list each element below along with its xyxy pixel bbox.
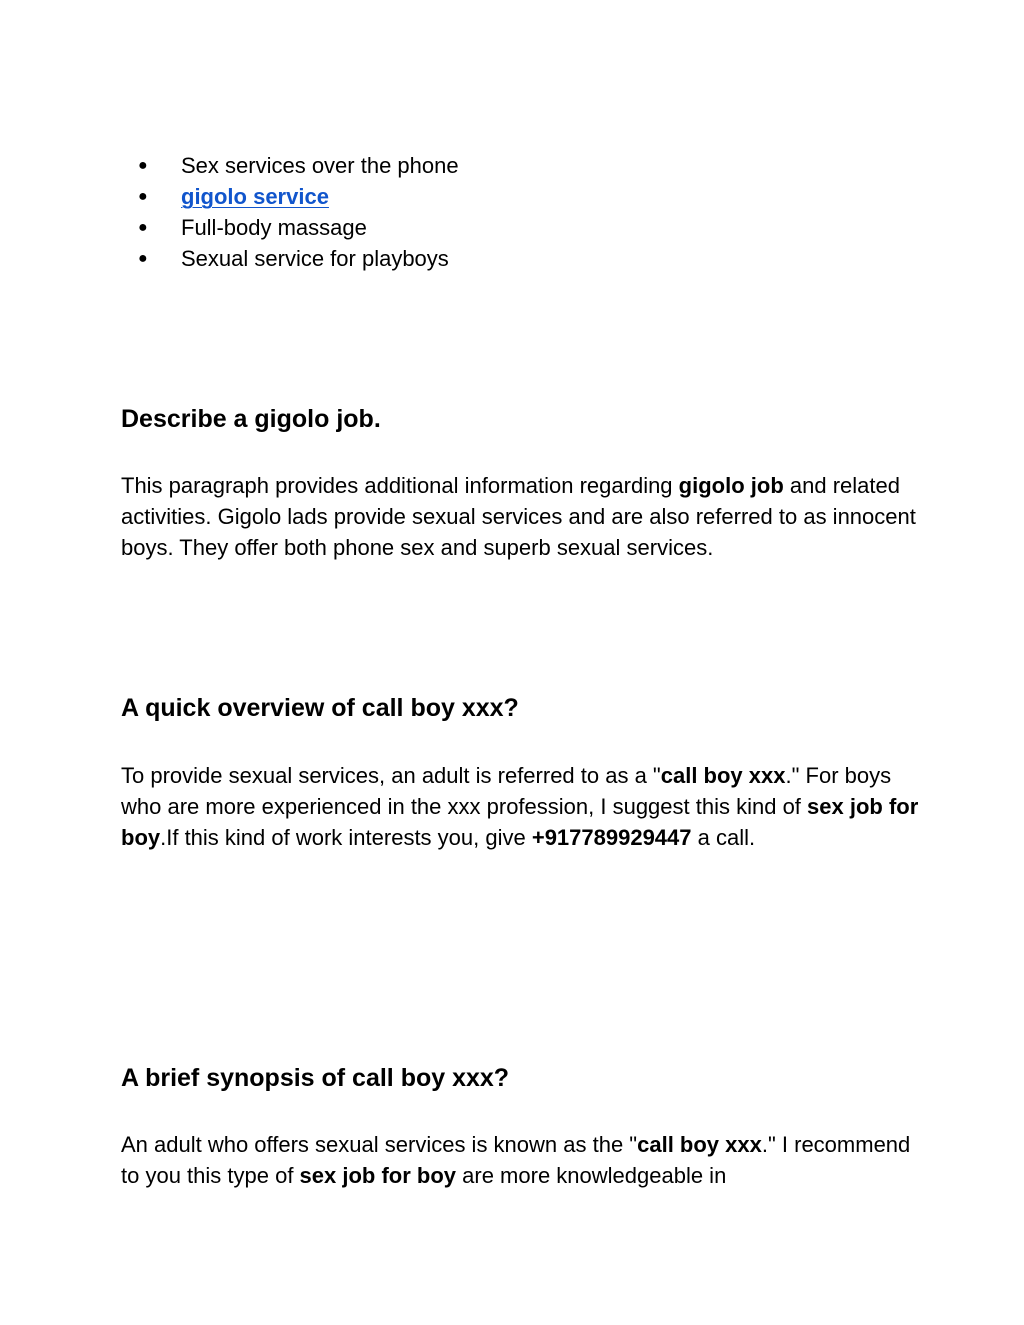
bullet-icon: ● <box>138 219 148 236</box>
section-paragraph-brief-synopsis: An adult who offers sexual services is known as the "call boy xxx." I recommend to you this type of sex job for boy are more knowledgeable in <box>121 1132 911 1188</box>
bullet-icon: ● <box>138 250 148 267</box>
bold-term: call boy xxx <box>637 1132 762 1157</box>
bullet-icon: ● <box>138 188 148 205</box>
bold-term: call boy xxx <box>660 763 786 788</box>
bold-term: sex job for boy <box>121 794 919 850</box>
list-item <box>138 243 459 274</box>
section-heading-gigolo-job: Describe a gigolo job. <box>121 405 381 433</box>
bullet-icon: ● <box>138 157 148 174</box>
bold-term: gigolo job <box>678 473 784 498</box>
list-item-text: Sexual service for playboys <box>181 246 449 271</box>
phone-number: +917789929447 <box>531 825 692 850</box>
section-heading-quick-overview: A quick overview of call boy xxx? <box>121 694 519 722</box>
services-list <box>138 150 459 274</box>
section-paragraph-gigolo-job: This paragraph provides additional information regarding gigolo job and related activities. Gigolo lads provide sexual services and are also referred to as innocent boys. They offer both phone sex and superb sexual services. <box>121 473 916 560</box>
list-item[interactable] <box>138 181 459 212</box>
bold-term: sex job for boy <box>299 1163 457 1188</box>
section-heading-brief-synopsis: A brief synopsis of call boy xxx? <box>121 1064 510 1092</box>
gigolo-service-link[interactable]: gigolo service <box>181 184 329 209</box>
list-item-text: Sex services over the phone <box>181 153 459 178</box>
list-item <box>138 150 459 181</box>
section-paragraph-quick-overview: To provide sexual services, an adult is referred to as a "call boy xxx." For boys who are more experienced in the xxx profession, I suggest this kind of sex job for boy.If this kind of work interests you, give +917789929447 a call. <box>121 763 919 850</box>
list-item <box>138 212 459 243</box>
list-item-text: Full-body massage <box>181 215 367 240</box>
